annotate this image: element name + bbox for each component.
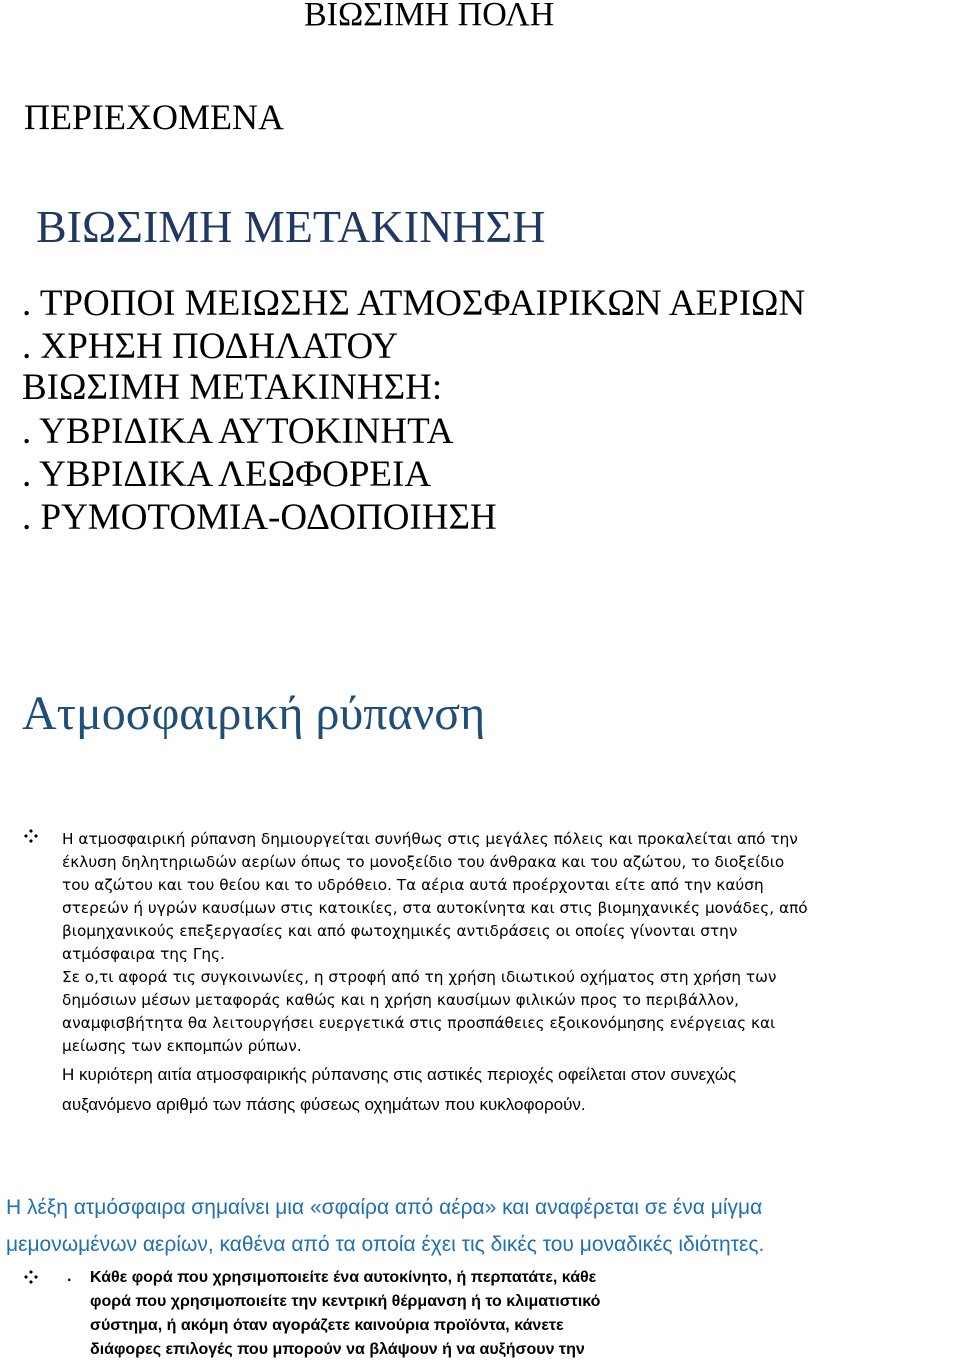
paragraph-line: Η κυριότερη αιτία ατμοσφαιρικής ρύπανσης στις αστικές περιοχές οφείλεται στον συνεχώς [62,1065,737,1084]
section-title: ΒΙΩΣΙΜΗ ΜΕΤΑΚΙΝΗΣΗ [36,201,546,252]
atmospheric-pollution-heading: Ατμοσφαιρική ρύπανση [22,687,486,740]
paragraph-line: αναμφισβήτητα θα λειτουργήσει ευεργετικά στις προσπάθειες εξοικονόμησης ενέργειας και [62,1014,776,1032]
paragraph-line: Σε ο,τι αφορά τις συγκοινωνίες, η στροφή από τη χρήση ιδιωτικού οχήματος στη χρήση των [62,968,777,986]
paragraph-line: του αζώτου και του θείου και το υδρόθειο. Τα αέρια αυτά προέρχονται είτε από την καύση [62,876,764,894]
paragraph-line: έκλυση δηλητηριωδών αερίων όπως το μονοξείδιο του άνθρακα και του αζώτου, το διοξείδιο [62,853,785,871]
paragraph-line: βιομηχανικούς επεξεργασίες και από φωτοχημικές αντιδράσεις οι οποίες γίνονται στην [62,922,738,940]
toc-item: . ΤΡΟΠΟΙ ΜΕΙΩΣΗΣ ΑΤΜΟΣΦΑΙΡΙΚΩΝ ΑΕΡΙΩΝ [22,283,806,324]
paragraph-line: μείωσης των εκπομπών ρύπων. [62,1037,302,1055]
diamond-bullet-icon [24,1270,38,1284]
toc-item: . ΧΡΗΣΗ ΠΟΔΗΛΑΤΟΥ [22,326,399,367]
paragraph-line: διάφορες επιλογές που μπορούν να βλάψουν ή να αυξήσουν την [90,1341,585,1358]
main-cause-paragraph [62,1060,736,1120]
atmosphere-definition-line: Η λέξη ατμόσφαιρα σημαίνει μια «σφαίρα από αέρα» και αναφέρεται σε ένα μίγμα [6,1196,763,1219]
paragraph-line: ατμόσφαιρα της Γης. [62,945,225,963]
paragraph-line: φορά που χρησιμοποιείτε την κεντρική θέρμανση ή το κλιματιστικό [90,1293,601,1310]
toc-item: . ΥΒΡΙΔΙΚΑ ΑΥΤΟΚΙΝΗΤΑ [22,411,454,452]
paragraph-line: δημόσιων μέσων μεταφοράς καθώς και η χρήση καυσίμων φιλικών προς το περιβάλλον, [62,991,739,1009]
atmosphere-definition-line: μεμονωμένων αερίων, καθένα από τα οποία έχει τις δικές του μοναδικές ιδιότητες. [6,1233,765,1256]
toc-item: ΒΙΩΣΙΜΗ ΜΕΤΑΚΙΝΗΣΗ: [22,367,443,408]
paragraph-line: σύστημα, ή ακόμη όταν αγοράζετε καινούρια προϊόντα, κάνετε [90,1317,564,1334]
bullet-dot: . [67,1268,72,1285]
toc-item: . ΡΥΜΟΤΟΜΙΑ-ΟΔΟΠΟΙΗΣΗ [22,497,497,538]
contents-heading: ΠΕΡΙΕΧΟΜΕΝΑ [24,97,284,137]
diamond-bullet-icon [24,829,38,843]
page-title: ΒΙΩΣΙΜΗ ΠΟΛΗ [304,0,555,33]
paragraph-line: Κάθε φορά που χρησιμοποιείτε ένα αυτοκίνητο, ή περπατάτε, κάθε [90,1269,597,1286]
toc-item: . ΥΒΡΙΔΙΚΑ ΛΕΩΦΟΡΕΙΑ [22,454,432,495]
paragraph-line: αυξανόμενο αριθμό των πάσης φύσεως οχημάτων που κυκλοφορούν. [62,1095,586,1114]
paragraph-line: Η ατμοσφαιρική ρύπανση δημιουργείται συνήθως στις μεγάλες πόλεις και προκαλείται από την [62,830,798,848]
pollution-paragraph [62,828,808,1058]
choices-paragraph [90,1266,600,1362]
paragraph-line: στερεών ή υγρών καυσίμων στις κατοικίες, στα αυτοκίνητα και στις βιομηχανικές μονάδες, από [62,899,808,917]
